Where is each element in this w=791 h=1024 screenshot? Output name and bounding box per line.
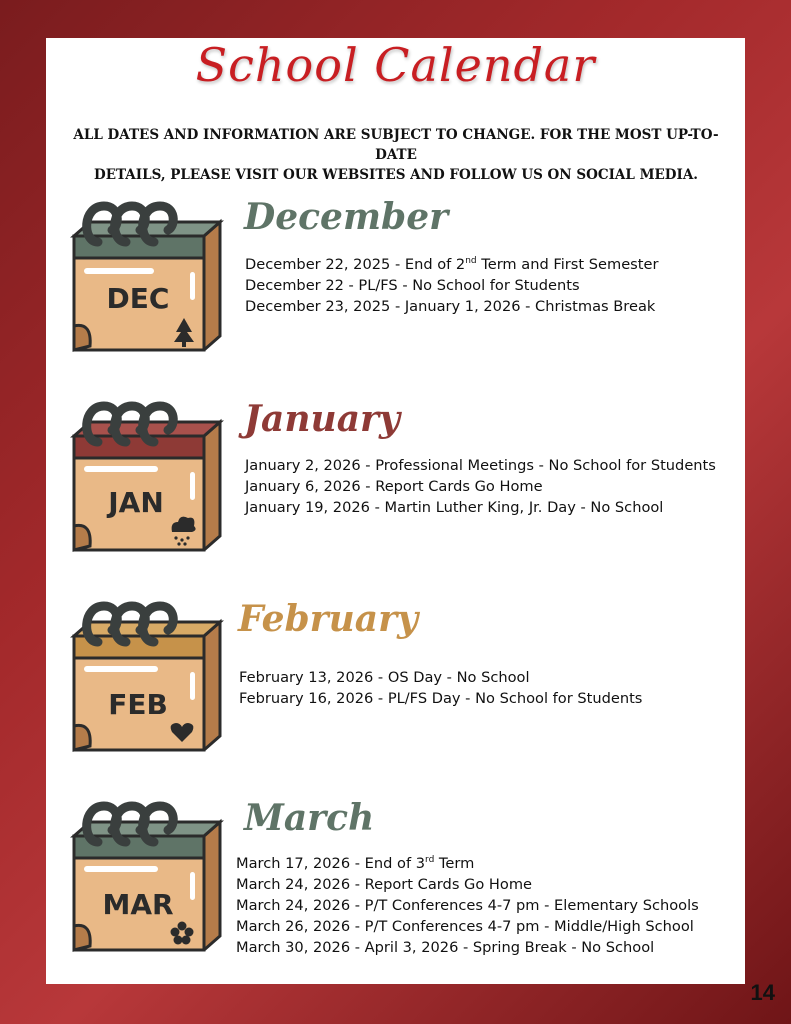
- february-events: [239, 667, 642, 709]
- january-events: [245, 455, 716, 518]
- notice-line-1: ALL DATES AND INFORMATION ARE SUBJECT TO CHANGE. FOR THE MOST UP-TO-DATE: [73, 127, 719, 163]
- december-abbr: DEC: [106, 282, 170, 315]
- month-title-march: March: [244, 797, 375, 839]
- event-item: December 23, 2025 - January 1, 2026 - Christmas Break: [245, 297, 656, 315]
- february-calendar-icon: [68, 596, 228, 756]
- notice-text: [66, 125, 726, 185]
- month-title-february: February: [238, 598, 419, 640]
- event-item: February 16, 2026 - PL/FS Day - No School for Students: [239, 690, 643, 707]
- march-events: [236, 850, 699, 958]
- december-calendar-icon: [68, 196, 228, 356]
- event-item: December 22 - PL/FS - No School for Students: [245, 276, 580, 294]
- january-calendar-icon: [68, 396, 228, 556]
- january-abbr: JAN: [108, 486, 164, 519]
- march-abbr: MAR: [102, 888, 174, 921]
- page-title: School Calendar: [195, 38, 596, 92]
- event-item: March 24, 2026 - Report Cards Go Home: [236, 875, 533, 893]
- month-title-january: January: [244, 398, 400, 440]
- february-abbr: FEB: [108, 688, 168, 721]
- event-item: January 2, 2026 - Professional Meetings - No School for Students: [245, 457, 716, 474]
- event-item: December 22, 2025 - End of 2nd Term and First Semester: [245, 255, 659, 273]
- march-calendar-icon: [68, 796, 228, 956]
- event-item: January 19, 2026 - Martin Luther King, Jr. Day - No School: [245, 499, 664, 516]
- event-item: March 24, 2026 - P/T Conferences 4-7 pm - Elementary Schools: [236, 896, 699, 914]
- page-number: 14: [750, 980, 775, 1005]
- event-item: January 6, 2026 - Report Cards Go Home: [245, 478, 543, 495]
- event-item: March 17, 2026 - End of 3rd Term: [236, 854, 475, 872]
- december-events: [245, 251, 658, 317]
- notice-line-2: DETAILS, PLEASE VISIT OUR WEBSITES AND FOLLOW US ON SOCIAL MEDIA.: [93, 167, 699, 183]
- month-title-december: December: [244, 196, 449, 238]
- event-item: March 30, 2026 - April 3, 2026 - Spring Break - No School: [236, 938, 655, 956]
- event-item: March 26, 2026 - P/T Conferences 4-7 pm - Middle/High School: [236, 917, 694, 935]
- event-item: February 13, 2026 - OS Day - No School: [239, 669, 530, 686]
